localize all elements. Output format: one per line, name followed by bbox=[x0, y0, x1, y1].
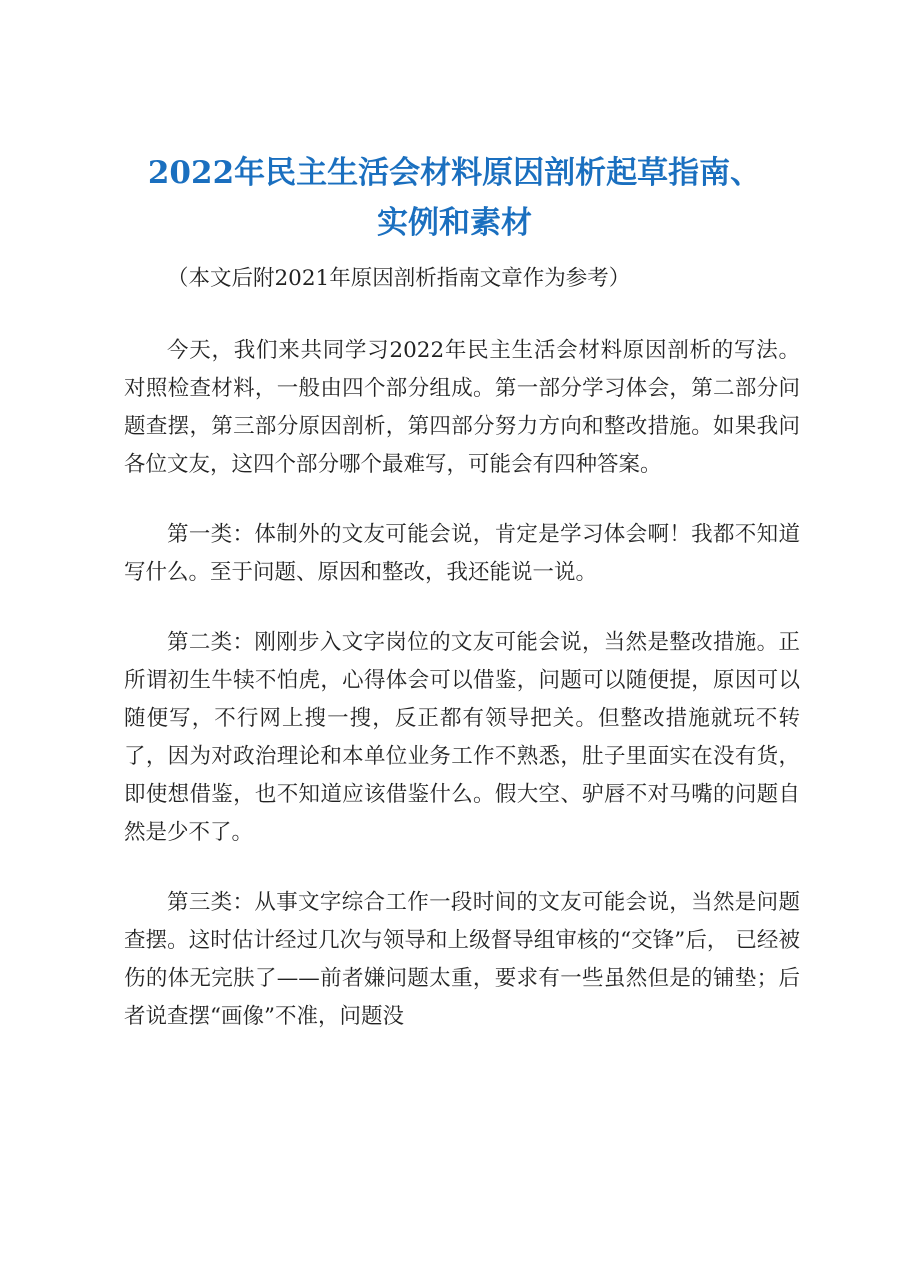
document-title bbox=[100, 148, 809, 248]
title-line-2: 实例和素材 bbox=[377, 205, 532, 241]
paragraph-type-three: 第三类：从事文字综合工作一段时间的文友可能会说，当然是问题查摆。这时估计经过几次与领导和上级督导组审核的“交锋”后， 已经被伤的体无完肤了——前者嫌问题太重，要求有一些虽然但是的铺垫；后者说查摆“画像”不准，问题没 bbox=[124, 890, 800, 1029]
document-body bbox=[124, 260, 800, 1068]
title-line-1: 2022年民主生活会材料原因剖析起草指南、 bbox=[147, 155, 762, 191]
paragraph-type-one: 第一类：体制外的文友可能会说，肯定是学习体会啊！我都不知道写什么。至于问题、原因和整改，我还能说一说。 bbox=[124, 522, 800, 585]
paragraph-type-two: 第二类：刚刚步入文字岗位的文友可能会说，当然是整改措施。正所谓初生牛犊不怕虎，心得体会可以借鉴，问题可以随便提，原因可以随便写，不行网上搜一搜，反正都有领导把关。但整改措施就玩不转了，因为对政治理论和本单位业务工作不熟悉，肚子里面实在没有货，即使想借鉴，也不知道应该借鉴什么。假大空、驴唇不对马嘴的问题自然是少不了。 bbox=[124, 630, 800, 845]
reference-note: （本文后附2021年原因剖析指南文章作为参考） bbox=[167, 266, 631, 291]
paragraph-intro: 今天，我们来共同学习2022年民主生活会材料原因剖析的写法。对照检查材料，一般由四个部分组成。第一部分学习体会，第二部分问题查摆，第三部分原因剖析，第四部分努力方向和整改措施。如果我问各位文友，这四个部分哪个最难写，可能会有四种答案。 bbox=[124, 338, 800, 477]
